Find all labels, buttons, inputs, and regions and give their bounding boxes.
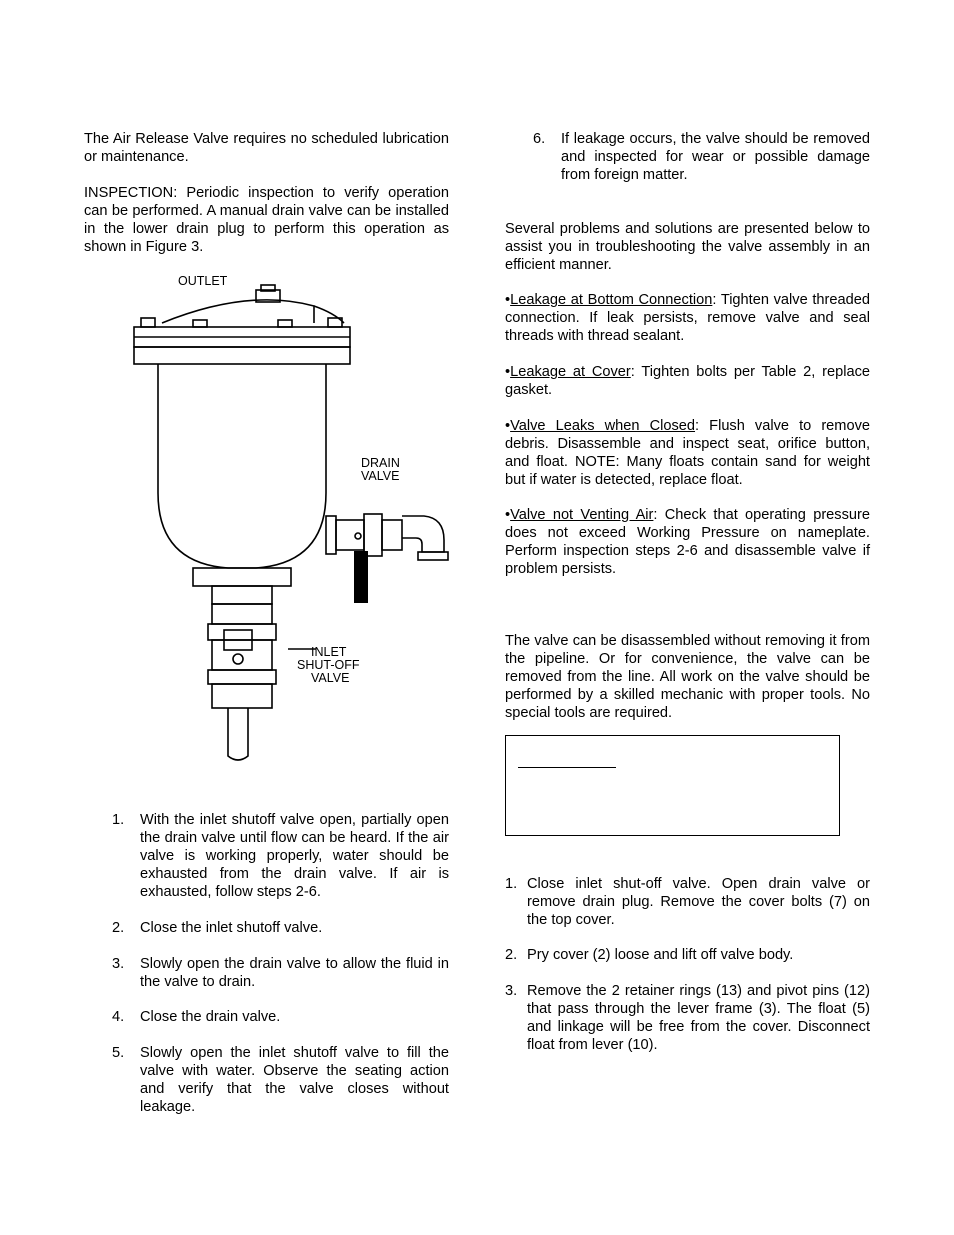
trouble-title: Valve Leaks when Closed (510, 418, 696, 434)
step-text: Slowly open the drain valve to allow the fluid in the valve to drain. (140, 956, 449, 990)
trouble-title: Valve not Venting Air (510, 507, 654, 523)
trouble-text: : Check that operating pressure does not exceed Working Pressure on nameplate. Perform inspection steps 2-6 and disassemble valve if problem persists. (505, 507, 870, 577)
step-number: 1. (505, 876, 518, 892)
step-number: 4. (112, 1009, 125, 1025)
trouble-title: Leakage at Bottom Connection (510, 292, 713, 308)
step-text: Pry cover (2) loose and lift off valve body. (527, 947, 794, 963)
disassembly-paragraph: The valve can be disassembled without removing it from the pipeline. Or for convenience, the valve can be removed from the line. All work on the valve should be performed by a skilled mechanic with proper tools. No special tools are required. (505, 633, 870, 721)
caution-box (505, 735, 840, 836)
bullet: • (505, 292, 511, 308)
inlet-label-2: SHUT-OFF (297, 658, 360, 672)
troubleshooting-paragraph: Several problems and solutions are presented below to assist you in troubleshooting the valve assembly in an efficient manner. (505, 221, 870, 273)
inlet-label-1: INLET (311, 645, 347, 659)
step-number: 6. (533, 131, 546, 147)
step-number: 2. (505, 947, 518, 963)
trouble-item-cover (505, 363, 870, 399)
caution-underline (518, 767, 616, 768)
trouble-item-bottom-connection (505, 291, 870, 345)
bullet: • (505, 364, 511, 380)
step-text: Close the drain valve. (140, 1009, 281, 1025)
trouble-item-not-venting (505, 506, 870, 578)
step-text: Close the inlet shutoff valve. (140, 920, 323, 936)
step-text: If leakage occurs, the valve should be removed and inspected for wear or possible damage from foreign matter. (561, 131, 870, 183)
step-text: With the inlet shutoff valve open, partially open the drain valve until flow can be heard. If the air valve is working properly, water should be exhausted from the drain valve. If air is exhausted, follow steps 2-6. (140, 812, 449, 900)
step-number: 5. (112, 1045, 125, 1061)
inlet-label-3: VALVE (311, 671, 350, 685)
trouble-title: Leakage at Cover (510, 364, 631, 380)
step-number: 1. (112, 812, 125, 828)
intro-paragraph: The Air Release Valve requires no scheduled lubrication or maintenance. (84, 131, 449, 165)
drain-valve-label-1: DRAIN (361, 456, 400, 470)
trouble-text: : Tighten valve threaded connection. If leak persists, remove valve and seal threads with thread sealant. (505, 292, 870, 344)
trouble-item-leaks-closed (505, 417, 870, 489)
drain-valve-label-2: VALVE (361, 469, 400, 483)
step-text: Slowly open the inlet shutoff valve to fill the valve with water. Observe the seating action and verify that the valve closes without leakage. (140, 1045, 449, 1115)
bullet: • (505, 418, 511, 434)
step-text: Remove the 2 retainer rings (13) and pivot pins (12) that pass through the lever frame (3). The float (5) and linkage will be free from the cover. Disconnect float from lever (10). (527, 983, 870, 1053)
step-number: 2. (112, 920, 125, 936)
bullet: • (505, 507, 511, 523)
trouble-text: : Tighten bolts per Table 2, replace gasket. (505, 364, 870, 398)
step-text: Close inlet shut-off valve. Open drain valve or remove drain plug. Remove the cover bolts (7) on the top cover. (527, 876, 870, 928)
inspection-paragraph: INSPECTION: Periodic inspection to verify operation can be performed. A manual drain valve can be installed in the lower drain plug to perform this operation as shown in Figure 3. (84, 185, 449, 255)
outlet-label: OUTLET (178, 274, 228, 288)
figure-3-valve-diagram (128, 268, 458, 768)
step-number: 3. (112, 956, 125, 972)
trouble-text: : Flush valve to remove debris. Disassemble and inspect seat, orifice button, and float. NOTE: Many floats contain sand for weight but if water is detected, replace float. (505, 418, 870, 488)
step-number: 3. (505, 983, 518, 999)
